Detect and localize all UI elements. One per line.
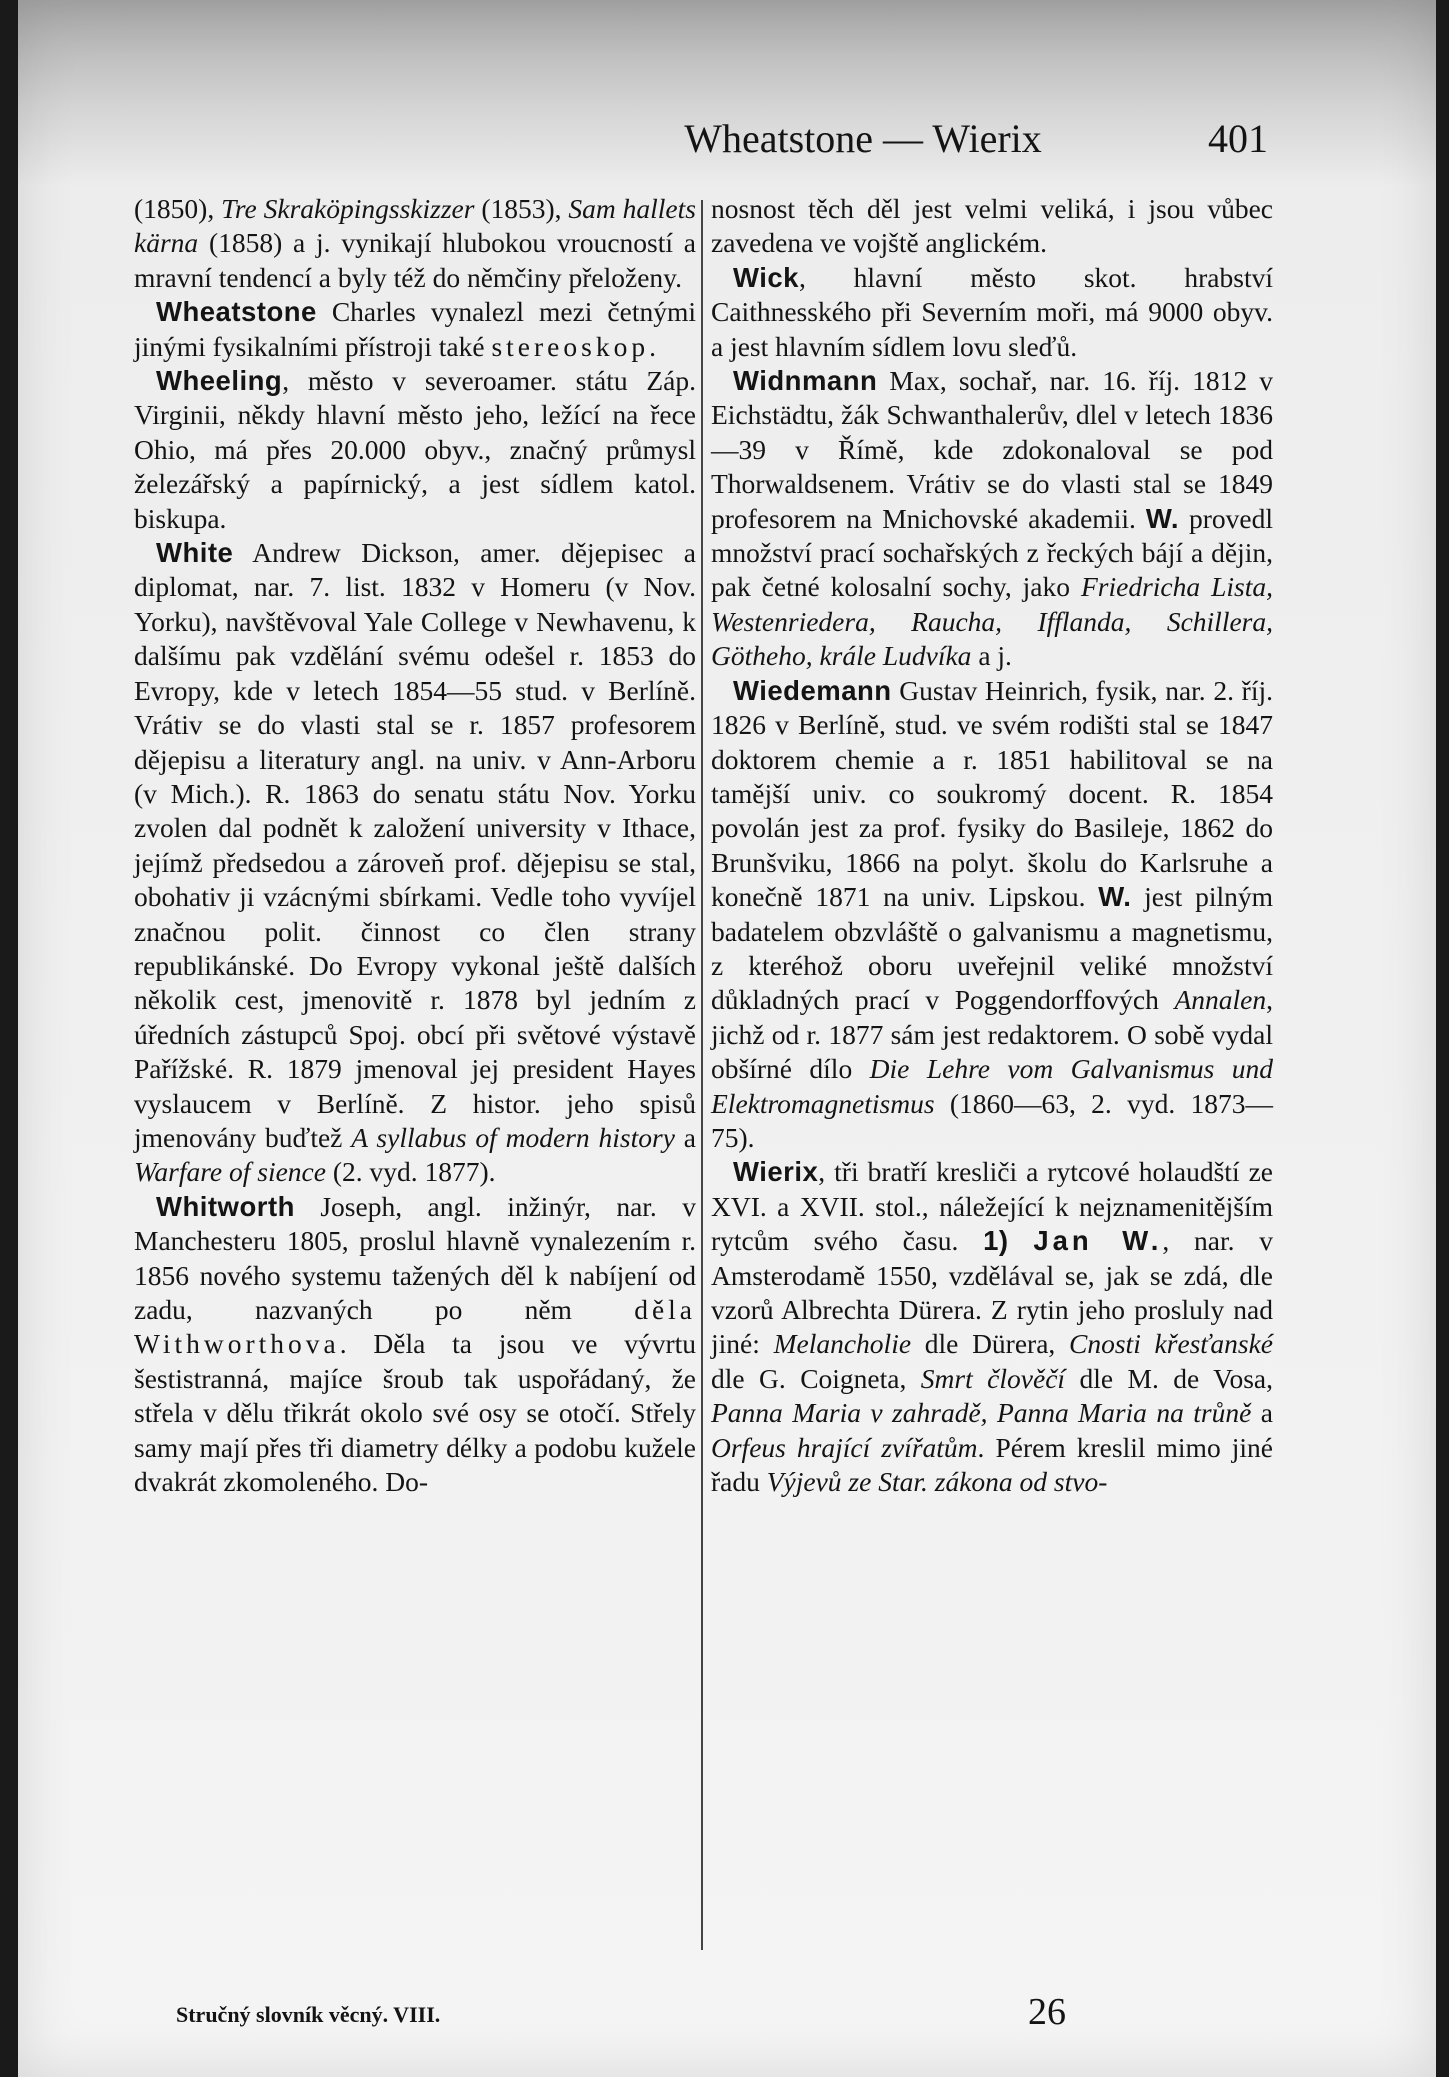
running-header [488,115,1268,175]
text: . Pérem kreslil mimo jiné řadu [711,1431,1273,1498]
page-number: 401 [1208,116,1268,161]
text: dle M. de Vosa, [1065,1362,1274,1394]
entry-wierix [711,1155,1273,1499]
title-italic: A syllabus of modern history [351,1121,675,1153]
text: nosnost těch děl jest velmi veliká, i jsou vůbec zavedena ve vojště anglickém. [711,193,1273,259]
text: Andrew Dickson, amer. dějepisec a diplomat, nar. 7. list. 1832 v Homeru (v Nov. Yorku), navštěvoval Yale College v Newhavenu, k dalšímu pak vzdělání svému odešel r. 1853 do Evropy, kde v letech 1854—55 stud. v Berlíně. Vrátiv se do vlasti stal se r. 1857 profesorem dějepisu a literatury angl. na univ. v Ann-Arboru (v Mich.). R. 1863 do senatu státu Nov. Yorku zvolen dal podnět k založení university v Ithace, jejímž předsedou a zároveň prof. dějepisu se stal, obohativ ji vzácnými sbírkami. Vedle toho vyvíjel značnou polit. činnost co člen strany republikánské. Do Evropy vykonal ještě dalších několik cest, jmenovitě r. 1878 byl jedním z úředních zástupců Spoj. obcí při světové výstavě Pařížské. R. 1879 jmenoval jej president Hayes vyslaucem v Berlíně. Z histor. jeho spisů jmenovány buďtež [134,537,696,1153]
entry-white [134,536,696,1190]
text: dle Dürera, [911,1328,1070,1360]
text: a [674,1121,696,1153]
title-italic: Panna Maria v zahradě, Panna Maria na trůně [711,1397,1252,1429]
spaced-term: Jan W. [1033,1225,1163,1257]
title-italic: Výjevů ze Star. zákona od stvo- [766,1466,1108,1498]
left-column [134,192,696,1499]
text [1009,1225,1034,1256]
text: Max, sochař, nar. 16. říj. 1812 v Eichstädtu, žák Schwanthalerův, dlel v letech 1836—39 v Římě, kde zdokonaloval se pod Thorwaldsenem. Vrátiv se do vlasti stal se 1849 profesorem na Mnichovské akademii. [711,365,1273,534]
text: (1858) a j. vynikají hlubokou vroucností a mravní tendencí a byly též do němčiny přeloženy. [134,227,696,293]
headword: Wierix [733,1156,819,1188]
headword: Wheatstone [156,296,317,328]
entry-continuation [711,192,1273,261]
headword: Widnmann [733,365,878,397]
headword: Whitworth [156,1190,295,1222]
title-italic: Annalen [1174,984,1267,1016]
headword: White [156,537,234,569]
text: , jichž od r. 1877 sám jest redaktorem. O sobě vydal obšírné dílo [711,984,1273,1085]
title-italic: Warfare of sience [134,1156,326,1188]
title-italic: Smrt člověčí [920,1362,1066,1394]
text: (1850), [134,193,222,224]
text: (1860—63, 2. vyd. 1873—75). [711,1087,1273,1153]
text: (2. vyd. 1877). [325,1156,496,1188]
headword-abbrev: W. [1098,881,1132,913]
entry-whitworth [134,1190,696,1500]
entry-wiedemann [711,674,1273,1156]
title-italic: Orfeus hrající zvířatům [711,1431,978,1463]
book-page [18,0,1436,2077]
text: provedl množství prací sochařských z řeckých bájí a dějin, pak četné kolosalní sochy, jako [711,502,1273,603]
headword: Wiedemann [733,674,892,706]
entry-wheatstone [134,295,696,364]
text: jest pilným badatelem obzvláště o galvanismu a magnetismu, z kteréhož oboru uveřejnil veliké množství důkladných prací v Poggendorffových [711,881,1273,1016]
text: , nar. v Amsterodamě 1550, vzdělával se, jak se zdá, dle vzorů Albrechta Dürera. Z rytin jeho prosluly nad jiné: [711,1225,1274,1360]
text: , město v severoamer. státu Záp. Virginii, někdy hlavní město jeho, ležící na řece Ohio, má přes 20.000 obyv., značný průmysl železářský a papírnický, a jest sídlem katol. biskupa. [134,365,696,534]
headword: Wick [733,261,799,293]
text: Joseph, angl. inžinýr, nar. v Manchesteru 1805, proslul hlavně vynalezením r. 1856 nového systemu tažených děl k nabíjení od zadu, nazvaných po něm [134,1190,696,1325]
title-italic: Melancholie [773,1328,912,1360]
headword: Wheeling [156,365,283,397]
text: a j. [971,640,1012,672]
text: . [649,330,656,362]
text: Gustav Heinrich, fysik, nar. 2. říj. 1826 v Berlíně, stud. ve svém rodišti stal se 1847 doktorem chemie a r. 1851 habilitoval se na tamější univ. co soukromý docent. R. 1854 povolán jest za prof. fysiky do Basileje, 1862 do Brunšviku, 1866 na polyt. školu do Karlsruhe a konečně 1871 na univ. Lipskou. [711,674,1273,913]
headword-abbrev: W. [1145,502,1179,534]
header-title: Wheatstone — Wierix [684,116,1042,161]
title-italic: Sam hallets kärna [134,193,696,259]
text: dle G. Coigneta, [711,1362,921,1394]
column-divider [701,200,703,1950]
item-number: 1) [983,1225,1009,1257]
text: . Děla ta jsou ve vývrtu šestistranná, majíce šroub tak uspořádaný, že střela v dělu třikrát okolo své osy se otočí. Střely samy mají přes tři diametry délky a podobu kužele dvakrát zkomoleného. Do- [134,1328,696,1498]
text: a [1251,1397,1273,1429]
footer-series-title: Stručný slovník věcný. VIII. [176,2002,441,2027]
text: (1853), [474,193,569,224]
spaced-term: děla Withworthova [134,1294,696,1360]
title-italic: Friedricha Lista, Westenriedera, Raucha, Ifflanda, Schillera, Götheho, krále Ludvíka [711,571,1273,672]
entry-wheeling [134,364,696,536]
text: , hlavní město skot. hrabství Caithnesského při Severním moři, má 9000 obyv. a jest hlavním sídlem lovu sleďů. [711,261,1273,362]
text: Charles vynalezl mezi četnými jinými fysikalními přístroji také [134,296,696,362]
text: , tři bratří kresliči a rytcové holaudští ze XVI. a XVII. stol., náležející k nejznamenitějším rytcům svého času. [711,1156,1273,1257]
title-italic: Tre Skraköpingsskizzer [221,193,475,224]
spaced-term: stereoskop [491,330,650,362]
entry-widnmann [711,364,1273,674]
entry-wick [711,261,1273,364]
right-column [711,192,1273,1499]
title-italic: Die Lehre vom Galvanismus und Elektromagnetismus [711,1053,1273,1119]
footer-signature: 26 [1028,1991,1066,2033]
entry-continuation [134,192,696,295]
title-italic: Cnosti křesťanské [1069,1328,1273,1360]
